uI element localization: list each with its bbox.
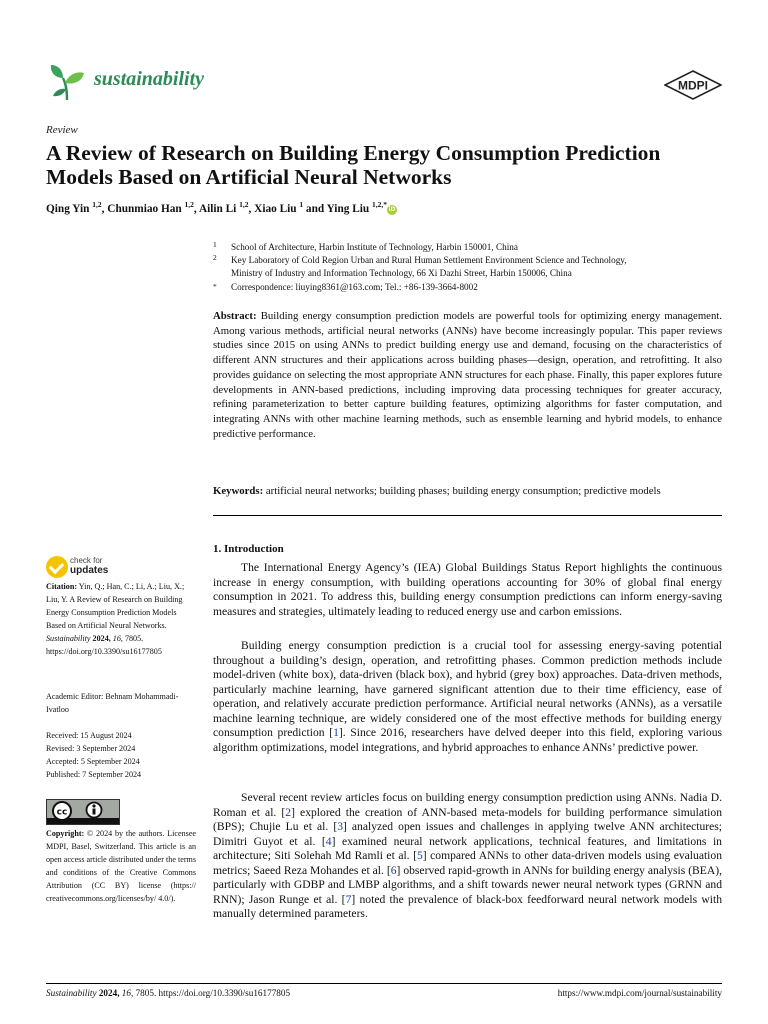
citation-link[interactable]: 4 xyxy=(325,834,332,848)
copyright-text: © 2024 by the authors. Licensee MDPI, Basel, Switzerland. This article is an open access article distributed under the terms and conditions of the Creative Commons Attribution (CC BY) license (https:// creativecommons.org/licenses/by/ 4.0/). xyxy=(46,829,196,903)
footer-doi-link[interactable]: 7805. https://doi.org/10.3390/su16177805 xyxy=(135,988,291,998)
abstract-text: Building energy consumption prediction models are powerful tools for optimizing energy management. Among various methods, artificial neural networks (ANNs) have become increasingly popular. This paper reviews studies since 2015 on using ANNs to predict building energy use and demand, focusing on the characteristics of different ANN structures and their applications across building phases—design, operation, and retrofitting. It also provides guidance on selecting the most appropriate ANN structures for each phase. Finally, this paper explores future developments in ANN-based predictions, including improving data processing techniques for greater accuracy, refining parameterization to better capture building features, optimizing algorithms for faster computation, and integrating ANNs with other machine learning methods, such as ensemble learning and hybrid models, to enhance predictive performance. xyxy=(213,310,722,440)
citation-link[interactable]: 2 xyxy=(285,805,292,819)
footer-journal: Sustainability xyxy=(46,988,97,998)
author-name[interactable]: Qing Yin xyxy=(46,202,90,215)
affiliation-mark: 1 xyxy=(213,240,217,249)
author-affiliation-mark: 1 xyxy=(299,200,304,209)
footer-volume: 16, xyxy=(121,988,134,998)
citation-block xyxy=(46,580,196,658)
citation-volume: 16, xyxy=(112,634,123,643)
author-affiliation-mark: 1,2 xyxy=(92,200,102,209)
orcid-icon[interactable]: iD xyxy=(388,205,396,213)
author-affiliation-mark: 1,2 xyxy=(184,200,194,209)
received-date: Received: 15 August 2024 xyxy=(46,731,132,740)
affiliation xyxy=(213,254,723,280)
correspondence-text[interactable]: Correspondence: liuying8361@163.com; Tel.: +86-139-3664-8002 xyxy=(231,282,478,292)
article-type: Review xyxy=(46,124,78,136)
copyright-label: Copyright: xyxy=(46,829,85,838)
cc-by-license-icon[interactable] xyxy=(46,799,120,825)
paragraph-text: ] noted the prevalence of black-box feedforward neural network models with manually determined parameters. xyxy=(213,892,722,921)
article-title: A Review of Research on Building Energy Consumption Prediction Models Based on Artificial Neural Networks xyxy=(46,141,661,189)
paragraph-text: ] examined neural network applications, technical features, and limitations in architecture; Siti Solehah Md Ramli et al. [ xyxy=(213,834,722,863)
keywords-text: artificial neural networks; building phases; building energy consumption; predictive models xyxy=(265,485,661,497)
paragraph-text: ] explored the creation of ANN-based meta-models for building performance simulation (BPS); Chujie Lu et al. [ xyxy=(213,805,722,834)
journal-leaf-logo-icon xyxy=(47,62,87,102)
check-for-updates-label-top: check for xyxy=(70,556,103,565)
check-for-updates-button[interactable] xyxy=(46,556,116,578)
academic-editor xyxy=(46,690,196,716)
citation-text: Yin, Q.; Han, C.; Li, A.; Liu, X.; Liu, Y. A Review of Research on Building Energy Consumption Prediction Models Based on Artificial Neural Networks. xyxy=(46,582,185,630)
publisher-label: MDPI xyxy=(678,78,708,93)
check-for-updates-label-bottom: updates xyxy=(70,565,109,576)
citation-label: Citation: xyxy=(46,582,78,591)
accepted-date: Accepted: 5 September 2024 xyxy=(46,757,140,766)
editor-label: Academic Editor: xyxy=(46,692,104,701)
check-for-updates-icon xyxy=(46,556,68,578)
author-name[interactable]: Chunmiao Han xyxy=(107,202,182,215)
paragraph-text: ] observed rapid-growth in ANNs for building energy analysis (BEA), particularly with GDBP and LMBP algorithms, and a shift towards newer neural network types (GRNN and RNN); Jason Runge et al. [ xyxy=(213,863,722,906)
footer-year: 2024, xyxy=(98,988,120,998)
citation-link[interactable]: 5 xyxy=(416,849,423,863)
author-list: Qing Yin $^{1,2}$, Chunmiao Han $^{1,2}$, Ailin Li $^{1,2}$, Xiao Liu $^1$ and Ying Liu $^{1,2,*}$iD xyxy=(46,200,396,215)
affiliation xyxy=(213,241,723,254)
citation-doi[interactable]: 7805. https://doi.org/10.3390/su16177805 xyxy=(46,634,162,656)
publication-dates xyxy=(46,729,196,781)
body-paragraph xyxy=(213,791,722,922)
paragraph-text: ]. Since 2016, researchers have delved deeper into this field, exploring various algorithm optimizations, model integrations, and hybrid approaches to enhance ANNs’ predictive power. xyxy=(213,726,722,754)
paragraph-text: ] compared ANNs to other data-driven models using evaluation metrics; Saeed Reza Mohandes et al. [ xyxy=(213,849,722,877)
citation-link[interactable]: 1 xyxy=(333,726,339,740)
author-affiliation-mark: 1,2 xyxy=(239,200,249,209)
paragraph-text: The International Energy Agency’s (IEA) Global Buildings Status Report highlights the continuous increase in energy consumption, with building operations accounting for 30% of global final energy consumption in 2021. To address this, building energy consumption predictions can inform energy-saving measures and strategies, ultimately leading to reduced energy use and carbon emissions. xyxy=(213,561,722,618)
citation-link[interactable]: 7 xyxy=(345,892,352,906)
revised-date: Revised: 3 September 2024 xyxy=(46,744,136,753)
footer-citation xyxy=(46,988,290,998)
citation-link[interactable]: 3 xyxy=(337,820,343,834)
citation-link[interactable]: 6 xyxy=(390,863,397,877)
journal-name[interactable]: sustainability xyxy=(94,68,205,90)
body-paragraph xyxy=(213,639,722,755)
correspondence-mark: * xyxy=(213,282,217,291)
keywords-label: Keywords: xyxy=(213,485,264,497)
divider xyxy=(213,515,722,516)
svg-text:cc: cc xyxy=(56,807,68,818)
author-affiliation-mark: 1,2,* xyxy=(371,200,387,209)
author-name[interactable]: Xiao Liu xyxy=(254,202,297,215)
correspondence xyxy=(213,281,723,294)
abstract-label: Abstract: xyxy=(213,310,257,322)
footer-journal-url[interactable]: https://www.mdpi.com/journal/sustainability xyxy=(557,988,722,998)
abstract xyxy=(213,309,722,441)
affiliation-text-line2: Ministry of Industry and Information Technology, 66 Xi Dazhi Street, Harbin 150006, China xyxy=(231,268,572,278)
copyright-notice xyxy=(46,827,196,905)
citation-journal: Sustainability xyxy=(46,634,91,643)
footer-divider xyxy=(46,983,722,984)
keywords xyxy=(213,484,722,499)
body-paragraph xyxy=(213,561,722,619)
paragraph-text: Building energy consumption prediction is a crucial tool for assessing energy-saving potential throughout a building’s design, operation, and retrofitting phases. Common prediction methods include model-driven (white box), data-driven (black box), and hybrid (grey box) approaches. Data-driven methods, particularly machine learning, have garnered significant attention due to their time efficiency, ease of operation, and relatively accurate prediction performance. Artificial neural networks (ANNs), as a versatile machine learning technique, are widely considered one of the most effective methods for building energy consumption prediction [ xyxy=(213,639,722,740)
author-name[interactable]: Ying Liu xyxy=(326,202,370,215)
published-date: Published: 7 September 2024 xyxy=(46,770,142,779)
paragraph-text: ] analyzed open issues and challenges in applying twelve ANN architectures; Dimitri Guyot et al. [ xyxy=(213,820,722,848)
citation-year: 2024, xyxy=(92,634,111,643)
paragraph-text: Several recent review articles focus on building energy consumption prediction using ANNs. Nadia D. Roman et al. [ xyxy=(213,791,722,819)
affiliation-text: Key Laboratory of Cold Region Urban and Rural Human Settlement Environment Science and Technology, xyxy=(231,255,627,265)
mdpi-logo-icon[interactable] xyxy=(664,70,722,100)
affiliation-text: School of Architecture, Harbin Institute of Technology, Harbin 150001, China xyxy=(231,242,518,252)
section-heading: 1. Introduction xyxy=(213,543,284,555)
author-name[interactable]: Ailin Li xyxy=(198,202,237,215)
affiliation-mark: 2 xyxy=(213,253,217,262)
editor-name: Behnam Mohammadi-Ivatloo xyxy=(46,692,179,714)
